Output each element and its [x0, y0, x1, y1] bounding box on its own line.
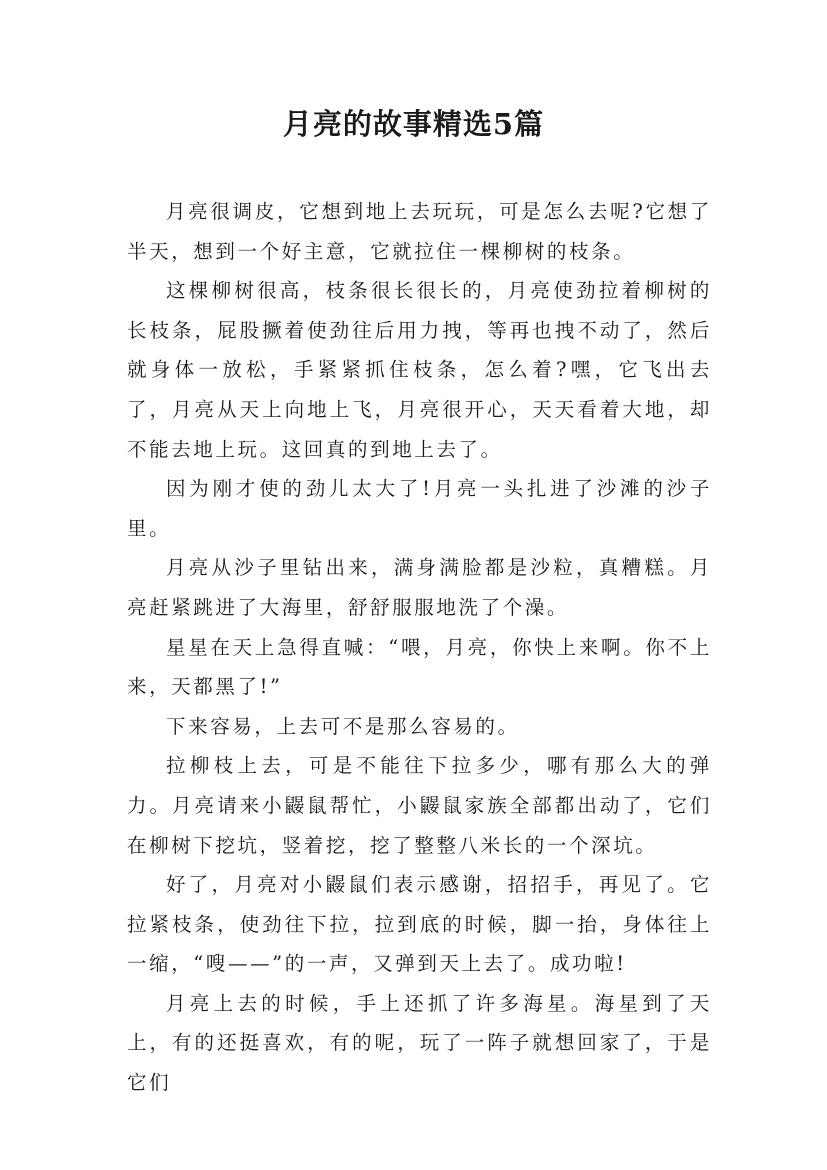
paragraph: 月亮上去的时候，手上还抓了许多海星。海星到了天上，有的还挺喜欢，有的呢，玩了一阵子就想回家了，于是它们 — [127, 991, 712, 1095]
document-body — [127, 192, 712, 1103]
paragraph: 星星在天上急得直喊：“喂，月亮，你快上来啊。你不上来，天都黑了!” — [127, 635, 712, 699]
paragraph: 月亮从沙子里钻出来，满身满脸都是沙粒，真糟糕。月亮赶紧跳进了大海里，舒舒服服地洗了个澡。 — [127, 556, 712, 619]
paragraph: 拉柳枝上去，可是不能往下拉多少，哪有那么大的弹力。月亮请来小鼹鼠帮忙，小鼹鼠家族全部都出动了，它们在柳树下挖坑，竖着挖，挖了整整八米长的一个深坑。 — [127, 754, 712, 857]
paragraph: 月亮很调皮，它想到地上去玩玩，可是怎么去呢?它想了半天，想到一个好主意，它就拉住一棵柳树的枝条。 — [127, 200, 712, 263]
paragraph: 好了，月亮对小鼹鼠们表示感谢，招招手，再见了。它拉紧枝条，使劲往下拉，拉到底的时候，脚一抬，身体往上一缩，“嗖——”的一声，又弹到天上去了。成功啦! — [127, 873, 712, 976]
paragraph: 下来容易，上去可不是那么容易的。 — [166, 714, 520, 738]
document-title: 月亮的故事精选5篇 — [282, 107, 545, 141]
paragraph: 这棵柳树很高，枝条很长很长的，月亮使劲拉着柳树的长枝条，屁股撅着使劲往后用力拽，等再也拽不动了，然后就身体一放松，手紧紧抓住枝条，怎么着?嘿，它飞出去了，月亮从天上向地上飞，月亮很开心，天天看着大地，却不能去地上玩。这回真的到地上去了。 — [127, 279, 712, 461]
paragraph: 因为刚才使的劲儿太大了!月亮一头扎进了沙滩的沙子里。 — [127, 477, 712, 540]
